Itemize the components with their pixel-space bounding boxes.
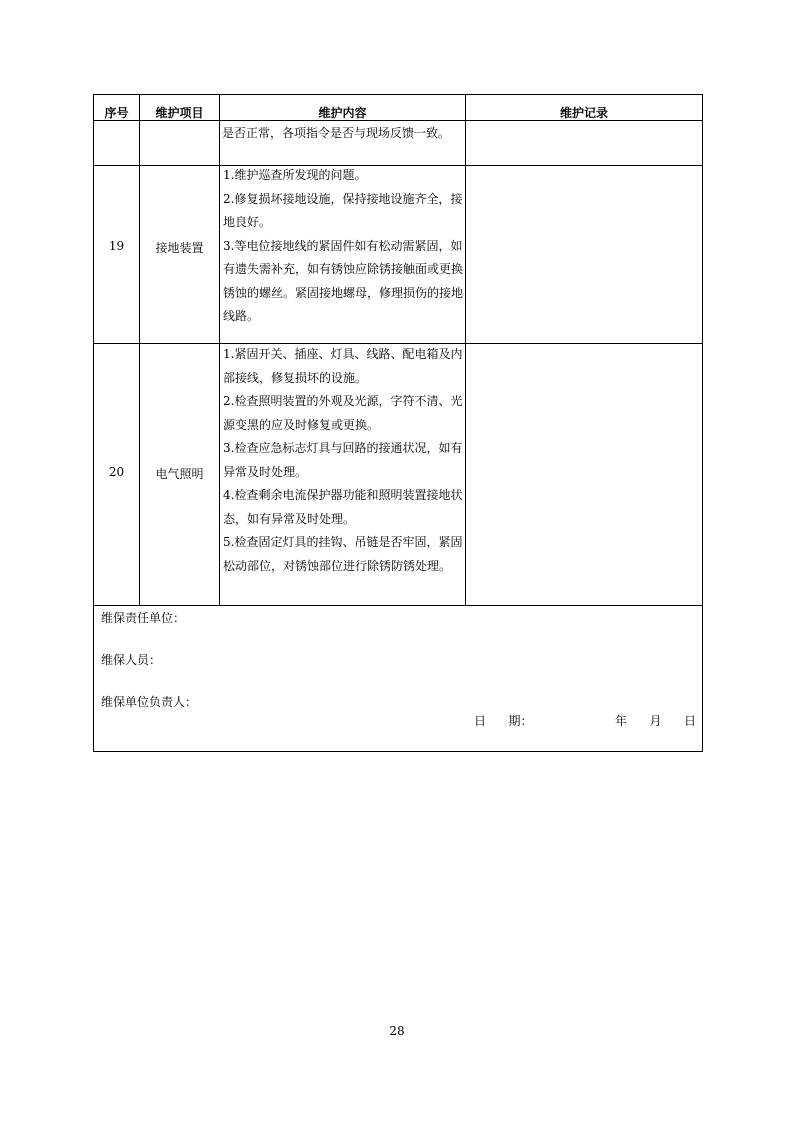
content-item: 1.紧固开关、插座、灯具、线路、配电箱及内部接线，修复损坏的设施。 bbox=[223, 347, 463, 385]
row-19-content bbox=[223, 164, 464, 329]
row-19-item: 接地装置 bbox=[155, 241, 204, 255]
row-20-item: 电气照明 bbox=[155, 467, 204, 481]
header-seq: 序号 bbox=[104, 106, 129, 120]
content-item: 3.等电位接地线的紧固件如有松动需紧固，如有遗失需补充，如有锈蚀应除锈接触面或更换锈蚀的螺丝。紧固接地螺母，修理损伤的接地线路。 bbox=[223, 238, 464, 323]
col-divider-3 bbox=[465, 94, 466, 606]
content-item: 5.检查固定灯具的挂钩、吊链是否牢固，紧固松动部位，对锈蚀部位进行除锈防锈处理。 bbox=[223, 535, 463, 573]
date-year: 年 bbox=[614, 714, 627, 728]
date-line bbox=[474, 712, 696, 729]
row-20-seq: 20 bbox=[108, 465, 125, 479]
date-day: 日 bbox=[683, 714, 696, 728]
header-content: 维护内容 bbox=[318, 106, 367, 120]
content-item: 4.检查剩余电流保护器功能和照明装置接地状态，如有异常及时处理。 bbox=[223, 488, 463, 526]
row-19-seq: 19 bbox=[108, 239, 125, 253]
content-item: 2.检查照明装置的外观及光源，字符不清、光源变黑的应及时修复或更换。 bbox=[223, 394, 463, 432]
col-divider-2 bbox=[219, 94, 220, 606]
date-qi: 期： bbox=[508, 714, 533, 728]
content-item: 2.修复损坏接地设施，保持接地设施齐全，接地良好。 bbox=[223, 191, 463, 229]
leader-label: 维保单位负责人： bbox=[101, 695, 198, 709]
date-month: 月 bbox=[649, 714, 662, 728]
staff-label: 维保人员： bbox=[101, 653, 162, 667]
row-20-content bbox=[223, 343, 464, 578]
continued-content: 是否正常，各项指令是否与现场反馈一致。 bbox=[222, 126, 451, 140]
date-ri: 日 bbox=[474, 714, 487, 728]
col-divider-1 bbox=[139, 94, 140, 606]
unit-label: 维保责任单位： bbox=[101, 611, 186, 625]
row-divider-3 bbox=[93, 605, 703, 606]
header-item: 维护项目 bbox=[155, 106, 204, 120]
header-record: 维护记录 bbox=[559, 106, 608, 120]
content-item: 3.检查应急标志灯具与回路的接通状况，如有异常及时处理。 bbox=[223, 441, 463, 479]
content-item: 1.维护巡查所发现的问题。 bbox=[223, 168, 367, 182]
page-number: 28 bbox=[389, 1024, 405, 1038]
